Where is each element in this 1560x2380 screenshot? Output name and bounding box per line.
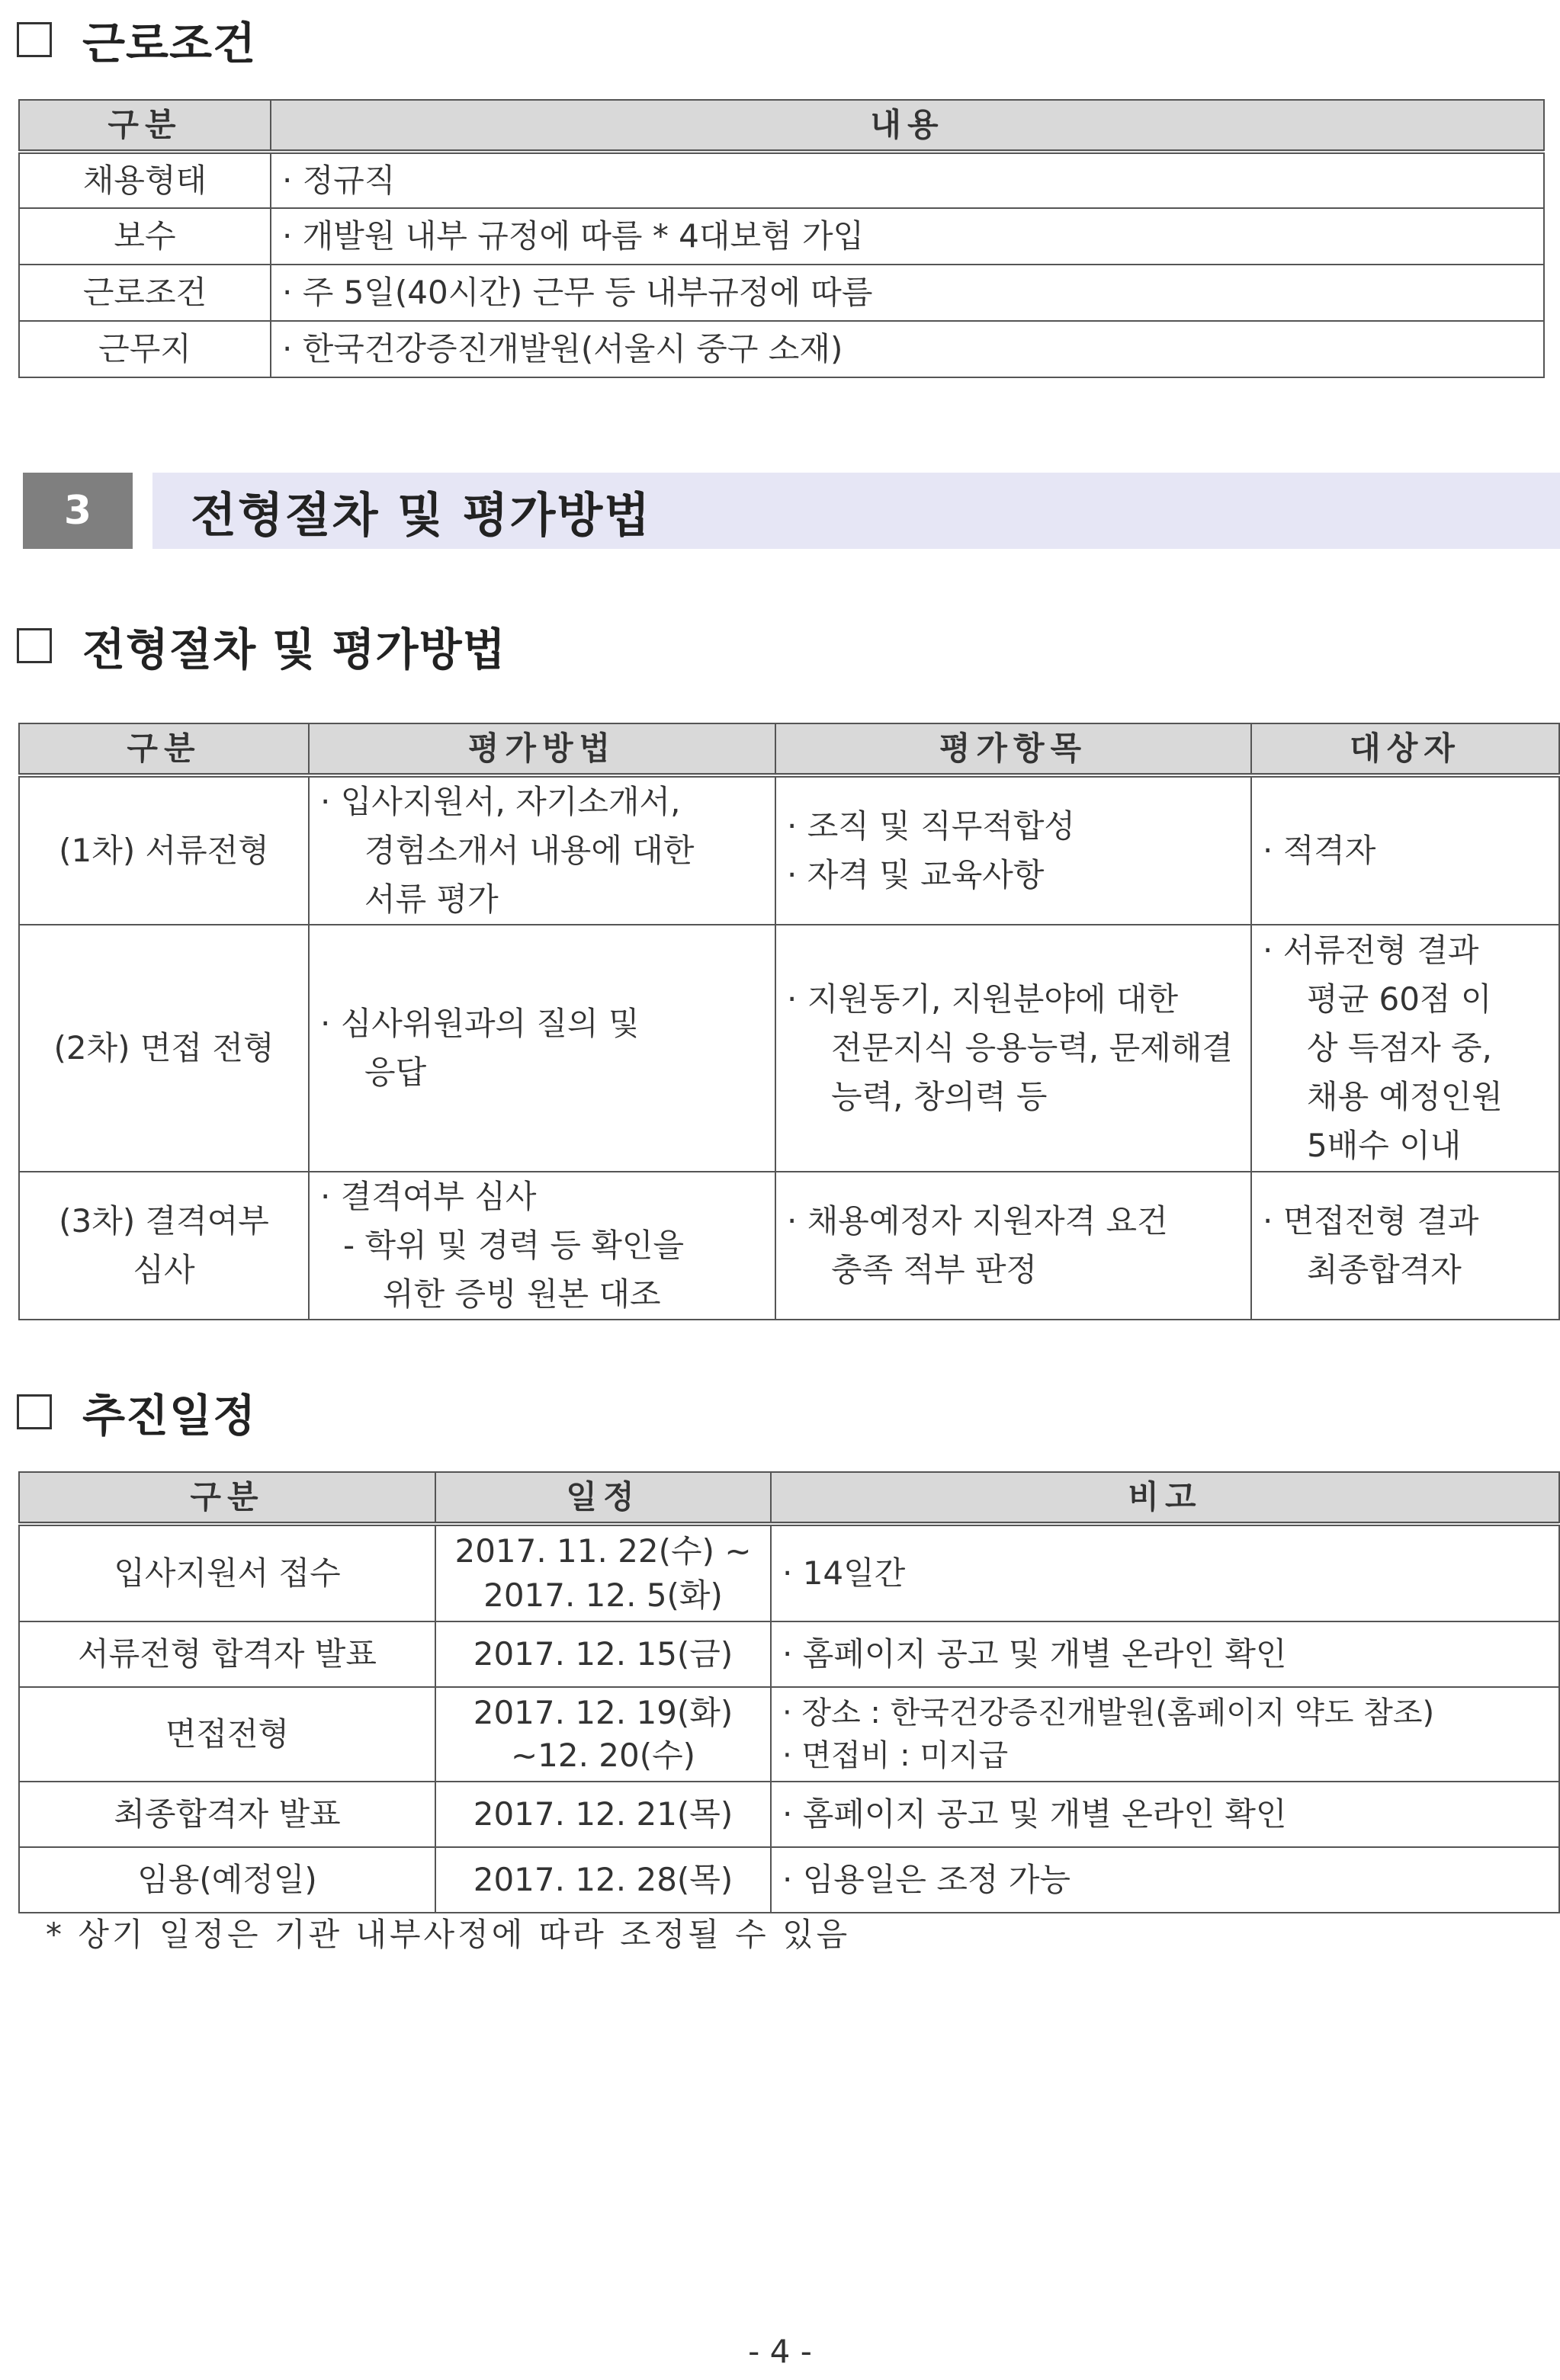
cell-line: ~12. 20(수) [510, 1737, 696, 1774]
schedule-note [771, 1524, 1559, 1621]
table-row [19, 1172, 1559, 1320]
cell-line: · 홈페이지 공고 및 개별 온라인 확인 [782, 1635, 1287, 1673]
stage-cell [19, 1172, 309, 1320]
column-header: 평가방법 [309, 723, 775, 775]
column-header: 구분 [19, 100, 271, 152]
schedule-note [771, 1621, 1559, 1687]
column-header: 구분 [19, 723, 309, 775]
schedule-date [435, 1524, 771, 1621]
cell-line: 서류 평가 [364, 880, 499, 918]
row-label: 채용형태 [19, 152, 271, 208]
column-header: 평가항목 [775, 723, 1251, 775]
cell-line: (3차) 결격여부 [59, 1202, 269, 1240]
table-header-row [19, 100, 1544, 152]
cell-line: 5배수 이내 [1307, 1127, 1462, 1164]
cell-line: · 조직 및 직무적합성 [787, 807, 1075, 845]
schedule-table [18, 1471, 1560, 1913]
table-row [19, 208, 1544, 265]
table-header-row [19, 1472, 1559, 1524]
cell-line: - 학위 및 경력 등 확인을 [343, 1227, 685, 1264]
checkbox-icon [17, 628, 52, 663]
cell-line: · 14일간 [782, 1554, 906, 1592]
section-heading-process [17, 614, 506, 678]
footnote: * 상기 일정은 기관 내부사정에 따라 조정될 수 있음 [46, 1916, 851, 1953]
row-content: · 정규직 [271, 152, 1544, 208]
table-row [19, 1687, 1559, 1782]
row-content: · 한국건강증진개발원(서울시 중구 소재) [271, 321, 1544, 377]
cell-line: 능력, 창의력 등 [831, 1078, 1048, 1115]
cell-line: (1차) 서류전형 [59, 832, 269, 869]
method-cell [309, 1172, 775, 1320]
table-row [19, 775, 1559, 925]
checkbox-icon [17, 1394, 52, 1429]
table-row [19, 265, 1544, 321]
cell-line: · 서류전형 결과 [1263, 932, 1479, 969]
schedule-date [435, 1847, 771, 1913]
target-cell [1251, 925, 1559, 1172]
section-title: 근로조건 [82, 18, 257, 69]
column-header: 대상자 [1251, 723, 1559, 775]
table-row [19, 152, 1544, 208]
section-number-badge: 3 [23, 473, 133, 549]
cell-line: 채용 예정인원 [1307, 1078, 1503, 1115]
section-heading-work-conditions [17, 8, 256, 72]
column-header: 비고 [771, 1472, 1559, 1524]
row-label: 근무지 [19, 321, 271, 377]
schedule-label: 최종합격자 발표 [19, 1782, 435, 1847]
section-heading-schedule [17, 1380, 256, 1444]
process-table [18, 723, 1560, 1320]
column-header: 구분 [19, 1472, 435, 1524]
cell-line: · 심사위원과의 질의 및 [320, 1005, 640, 1042]
section-title: 전형절차 및 평가방법 [82, 624, 506, 675]
cell-line: · 홈페이지 공고 및 개별 온라인 확인 [782, 1795, 1287, 1833]
target-cell [1251, 1172, 1559, 1320]
cell-line: 2017. 12. 15(금) [473, 1635, 733, 1673]
schedule-note [771, 1687, 1559, 1782]
table-row [19, 925, 1559, 1172]
section-bar [152, 473, 1560, 549]
cell-line: 2017. 12. 19(화) [473, 1694, 733, 1731]
page-number: - 4 - [748, 2333, 812, 2370]
cell-line: 2017. 12. 21(목) [473, 1795, 733, 1833]
cell-line: 평균 60점 이 [1307, 980, 1492, 1018]
table-row [19, 321, 1544, 377]
schedule-label: 임용(예정일) [19, 1847, 435, 1913]
schedule-label: 입사지원서 접수 [19, 1524, 435, 1621]
cell-line: 상 득점자 중, [1307, 1029, 1492, 1067]
schedule-date [435, 1782, 771, 1847]
cell-line: · 지원동기, 지원분야에 대한 [787, 980, 1179, 1018]
work-conditions-table [18, 99, 1545, 378]
cell-line: · 채용예정자 지원자격 요건 [787, 1202, 1168, 1240]
schedule-date [435, 1687, 771, 1782]
items-cell [775, 775, 1251, 925]
column-header: 일정 [435, 1472, 771, 1524]
row-content: · 개발원 내부 규정에 따름 * 4대보험 가입 [271, 208, 1544, 265]
target-cell [1251, 775, 1559, 925]
cell-line: 2017. 12. 5(화) [483, 1577, 723, 1614]
cell-line: · 자격 및 교육사항 [787, 856, 1045, 893]
cell-line: 심사 [133, 1251, 195, 1288]
schedule-note [771, 1782, 1559, 1847]
table-row [19, 1621, 1559, 1687]
cell-line: 경험소개서 내용에 대한 [364, 832, 695, 869]
cell-line: 2017. 12. 28(목) [473, 1861, 733, 1898]
column-header: 내용 [271, 100, 1544, 152]
table-row [19, 1524, 1559, 1621]
cell-line: 2017. 11. 22(수) ~ [454, 1532, 752, 1570]
method-cell [309, 775, 775, 925]
table-row [19, 1782, 1559, 1847]
schedule-date [435, 1621, 771, 1687]
schedule-label: 면접전형 [19, 1687, 435, 1782]
cell-line: · 적격자 [1263, 832, 1376, 869]
section-title: 추진일정 [82, 1390, 257, 1442]
schedule-label: 서류전형 합격자 발표 [19, 1621, 435, 1687]
table-row [19, 1847, 1559, 1913]
cell-line: · 면접전형 결과 [1263, 1202, 1479, 1240]
row-label: 근로조건 [19, 265, 271, 321]
cell-line: · 결격여부 심사 [320, 1178, 537, 1215]
cell-line: · 장소 : 한국건강증진개발원(홈페이지 약도 참조) [782, 1695, 1435, 1730]
items-cell [775, 1172, 1251, 1320]
cell-line: · 입사지원서, 자기소개서, [320, 783, 681, 820]
table-header-row [19, 723, 1559, 775]
cell-line: (2차) 면접 전형 [53, 1029, 274, 1067]
cell-line: · 면접비 : 미지급 [782, 1738, 1009, 1773]
cell-line: 응답 [364, 1054, 427, 1091]
cell-line: 충족 적부 판정 [831, 1251, 1038, 1288]
row-content: · 주 5일(40시간) 근무 등 내부규정에 따름 [271, 265, 1544, 321]
cell-line: 전문지식 응용능력, 문제해결 [831, 1029, 1233, 1067]
cell-line: 위한 증빙 원본 대조 [383, 1275, 661, 1313]
method-cell [309, 925, 775, 1172]
cell-line: 최종합격자 [1307, 1251, 1462, 1288]
schedule-note [771, 1847, 1559, 1913]
items-cell [775, 925, 1251, 1172]
cell-line: · 임용일은 조정 가능 [782, 1861, 1070, 1898]
stage-cell [19, 775, 309, 925]
row-label: 보수 [19, 208, 271, 265]
checkbox-icon [17, 22, 52, 57]
section-bar-title: 전형절차 및 평가방법 [191, 486, 652, 543]
stage-cell [19, 925, 309, 1172]
